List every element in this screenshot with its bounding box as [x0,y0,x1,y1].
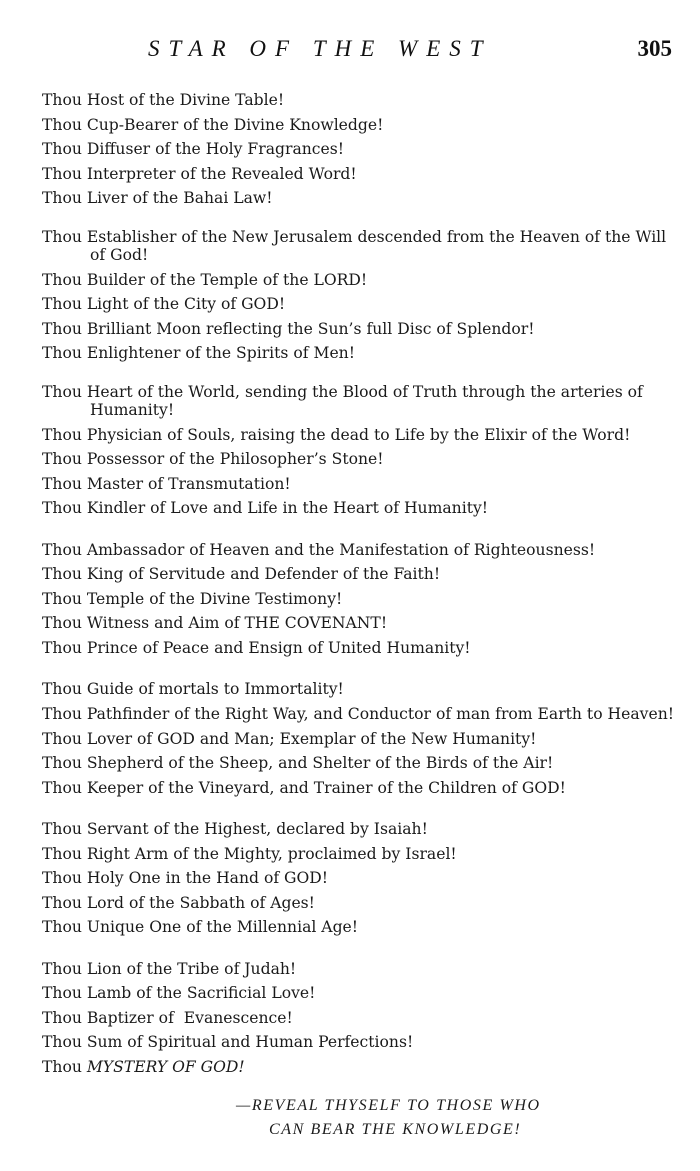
poem-line: Thou Keeper of the Vineyard, and Trainer of the Children of GOD! [42,778,566,797]
poem-line: Thou Heart of the World, sending the Blood of Truth through the arteries of Humanity! [42,382,643,419]
poem-line: Thou Possessor of the Philosopher’s Stone! [42,450,384,468]
poem-line: Thou Holy One in the Hand of GOD! [42,869,329,887]
poem-line: Thou Ambassador of Heaven and the Manifestation of Righteousness! [42,540,596,559]
poem-line: Thou Sum of Spiritual and Human Perfections! [42,1033,414,1051]
poem-line: Thou Interpreter of the Revealed Word! [42,164,357,183]
poem-line: Thou Servant of the Highest, declared by Isaiah! [42,820,428,838]
poem-line: Thou Witness and Aim of THE COVENANT! [42,614,388,632]
poem-line: Thou Pathfinder of the Right Way, and Conductor of man from Earth to Heaven! [42,704,675,723]
poem-line: Thou Establisher of the New Jerusalem descended from the Heaven of the Will of God! [42,227,667,264]
stanza-1 [42,88,674,211]
poem-line: Thou Shepherd of the Sheep, and Shelter of the Birds of the Air! [42,754,554,772]
poem-line: Thou Builder of the Temple of the LORD! [42,270,368,289]
poem-body [42,88,674,1142]
poem-line: Thou Physician of Souls, raising the dead to Life by the Elixir of the Word! [42,425,631,444]
stanza-6 [42,817,674,940]
stanza-2 [42,228,674,366]
poem-line: Thou Liver of the Bahai Law! [42,189,273,207]
poem-line: Thou Prince of Peace and Ensign of United Humanity! [42,638,471,657]
poem-line: Thou Enlightener of the Spirits of Men! [42,344,355,362]
poem-line: Thou Lord of the Sabbath of Ages! [42,893,315,912]
closing-line-2: CAN BEAR THE KNOWLEDGE! [269,1121,522,1138]
mystery-of-god: MYSTERY OF GOD! [86,1057,245,1076]
page-number: 305 [637,36,672,61]
closing-invocation [42,1094,674,1142]
poem-line: Thou Host of the Divine Table! [42,91,285,109]
poem-line: Thou Brilliant Moon reflecting the Sun’s full Disc of Splendor! [42,319,535,338]
poem-line: Thou King of Servitude and Defender of the Faith! [42,565,441,583]
stanza-5 [42,677,674,800]
final-prefix: Thou [42,1057,87,1076]
poem-line: Thou Unique One of the Millennial Age! [42,918,359,936]
poem-line: Thou Baptizer of Evanescence! [42,1008,293,1027]
poem-line: Thou Guide of mortals to Immortality! [42,680,344,698]
poem-line: Thou Kindler of Love and Life in the Heart of Humanity! [42,499,489,517]
page-header [0,36,700,76]
poem-line: Thou Light of the City of GOD! [42,295,286,313]
stanza-4 [42,538,674,661]
poem-line-final [42,1055,674,1080]
poem-line: Thou Right Arm of the Mighty, proclaimed by Israel! [42,844,457,863]
poem-line: Thou Lion of the Tribe of Judah! [42,959,297,978]
stanza-7 [42,957,674,1080]
poem-line: Thou Lover of GOD and Man; Exemplar of the New Humanity! [42,729,537,748]
poem-line: Thou Master of Transmutation! [42,474,291,493]
poem-line: Thou Cup-Bearer of the Divine Knowledge! [42,115,384,134]
stanza-3 [42,383,674,521]
poem-line: Thou Lamb of the Sacrificial Love! [42,984,316,1002]
poem-line: Thou Temple of the Divine Testimony! [42,589,343,608]
poem-line: Thou Diffuser of the Holy Fragrances! [42,140,345,158]
closing-line-1: —REVEAL THYSELF TO THOSE WHO [236,1097,541,1114]
journal-title: STAR OF THE WEST [148,36,492,61]
